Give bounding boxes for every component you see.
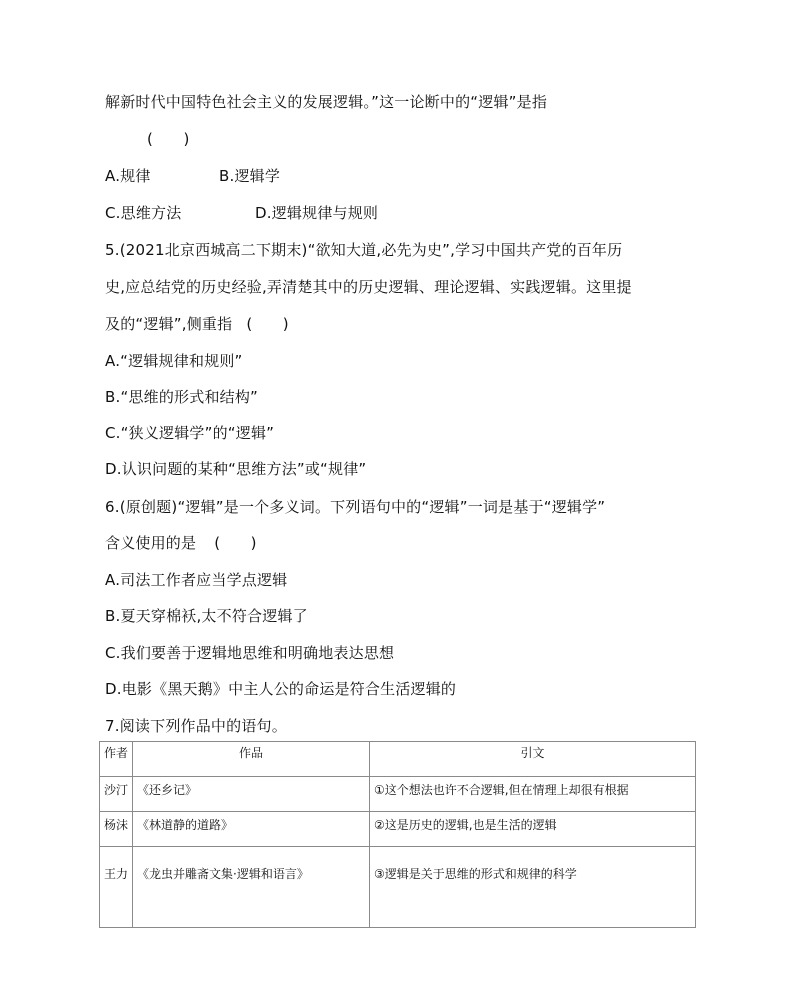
q6-option-a	[105, 570, 287, 590]
table-row	[100, 777, 696, 812]
option-letter: A.	[105, 571, 121, 589]
option-letter: D.	[105, 680, 122, 698]
option-text: 认识问题的某种“思维方法”或“规律”	[121, 460, 367, 478]
cell-author: 沙汀	[100, 777, 133, 812]
option-text: 电影《黑天鹅》中主人公的命运是符合生活逻辑的	[121, 680, 457, 698]
question-source: (2021北京西城高二下期末)	[119, 241, 308, 259]
q6-option-c	[105, 643, 394, 663]
table-row	[100, 847, 696, 928]
option-letter: C.	[105, 424, 121, 442]
stem-text: “欲知大道,必先为史”,学习中国共产党的百年历	[307, 241, 623, 259]
q4-stem-end: 解新时代中国特色社会主义的发展逻辑。”这一论断中的“逻辑”是指	[105, 93, 548, 111]
option-text: “思维的形式和结构”	[120, 388, 259, 406]
question-number: 6.	[105, 498, 120, 516]
q4-option-a	[105, 166, 151, 186]
cell-author: 杨沫	[100, 812, 133, 847]
option-text: “逻辑规律和规则”	[120, 352, 243, 370]
q5-option-b	[105, 387, 258, 407]
header-work: 作品	[133, 742, 370, 777]
cell-author: 王力	[100, 847, 133, 928]
q4-answer-paren: ( )	[147, 130, 190, 148]
option-letter: D.	[255, 204, 272, 222]
option-text: 司法工作者应当学点逻辑	[120, 571, 288, 589]
stem-text: 及的“逻辑”,侧重指	[105, 315, 233, 333]
q6-option-b	[105, 606, 308, 626]
cell-work: 《还乡记》	[133, 777, 370, 812]
cell-work: 《林道静的道路》	[133, 812, 370, 847]
stem-text: “逻辑”是一个多义词。下列语句中的“逻辑”一词是基于“逻辑学”	[177, 498, 606, 516]
table-row	[100, 812, 696, 847]
header-author: 作者	[100, 742, 133, 777]
q5-option-c	[105, 423, 274, 443]
option-letter: C.	[105, 204, 121, 222]
q4-option-d	[255, 203, 378, 223]
option-letter: A.	[105, 167, 121, 185]
cell-quote: ①这个想法也许不合逻辑,但在情理上却很有根据	[370, 777, 696, 812]
question-number: 5.	[105, 241, 120, 259]
q5-stem-line-1	[105, 240, 622, 260]
stem-text: 阅读下列作品中的语句。	[119, 717, 287, 735]
option-letter: A.	[105, 352, 121, 370]
header-quote: 引文	[370, 742, 696, 777]
q6-option-d	[105, 679, 456, 699]
q4-option-c	[105, 203, 181, 223]
option-text: “狭义逻辑学”的“逻辑”	[120, 424, 275, 442]
table-header-row	[100, 742, 696, 777]
option-text: 逻辑规律与规则	[271, 204, 379, 222]
option-letter: B.	[219, 167, 235, 185]
option-text: 规律	[120, 167, 151, 185]
q7-stem	[105, 716, 287, 736]
q5-option-a	[105, 351, 243, 371]
cell-quote: ②这是历史的逻辑,也是生活的逻辑	[370, 812, 696, 847]
answer-paren: ( )	[246, 315, 289, 333]
q4-option-b	[219, 166, 280, 186]
option-letter: C.	[105, 644, 121, 662]
option-letter: D.	[105, 460, 122, 478]
q5-stem-line-3	[105, 314, 289, 334]
question-number: 7.	[105, 717, 120, 735]
q5-stem-line-2: 史,应总结党的历史经验,弄清楚其中的历史逻辑、理论逻辑、实践逻辑。这里提	[105, 278, 632, 296]
q6-stem-line-1	[105, 497, 605, 517]
answer-paren: ( )	[214, 534, 257, 552]
stem-text: 含义使用的是	[105, 534, 197, 552]
option-text: 思维方法	[120, 204, 182, 222]
option-letter: B.	[105, 607, 121, 625]
option-letter: B.	[105, 388, 121, 406]
option-text: 我们要善于逻辑地思维和明确地表达思想	[120, 644, 395, 662]
cell-quote: ③逻辑是关于思维的形式和规律的科学	[370, 847, 696, 928]
q5-option-d	[105, 459, 366, 479]
question-source: (原创题)	[119, 498, 178, 516]
quotes-table	[99, 741, 696, 928]
option-text: 夏天穿棉袄,太不符合逻辑了	[120, 607, 308, 625]
option-text: 逻辑学	[234, 167, 281, 185]
cell-work: 《龙虫并雕斋文集·逻辑和语言》	[133, 847, 370, 928]
q6-stem-line-2	[105, 533, 257, 553]
